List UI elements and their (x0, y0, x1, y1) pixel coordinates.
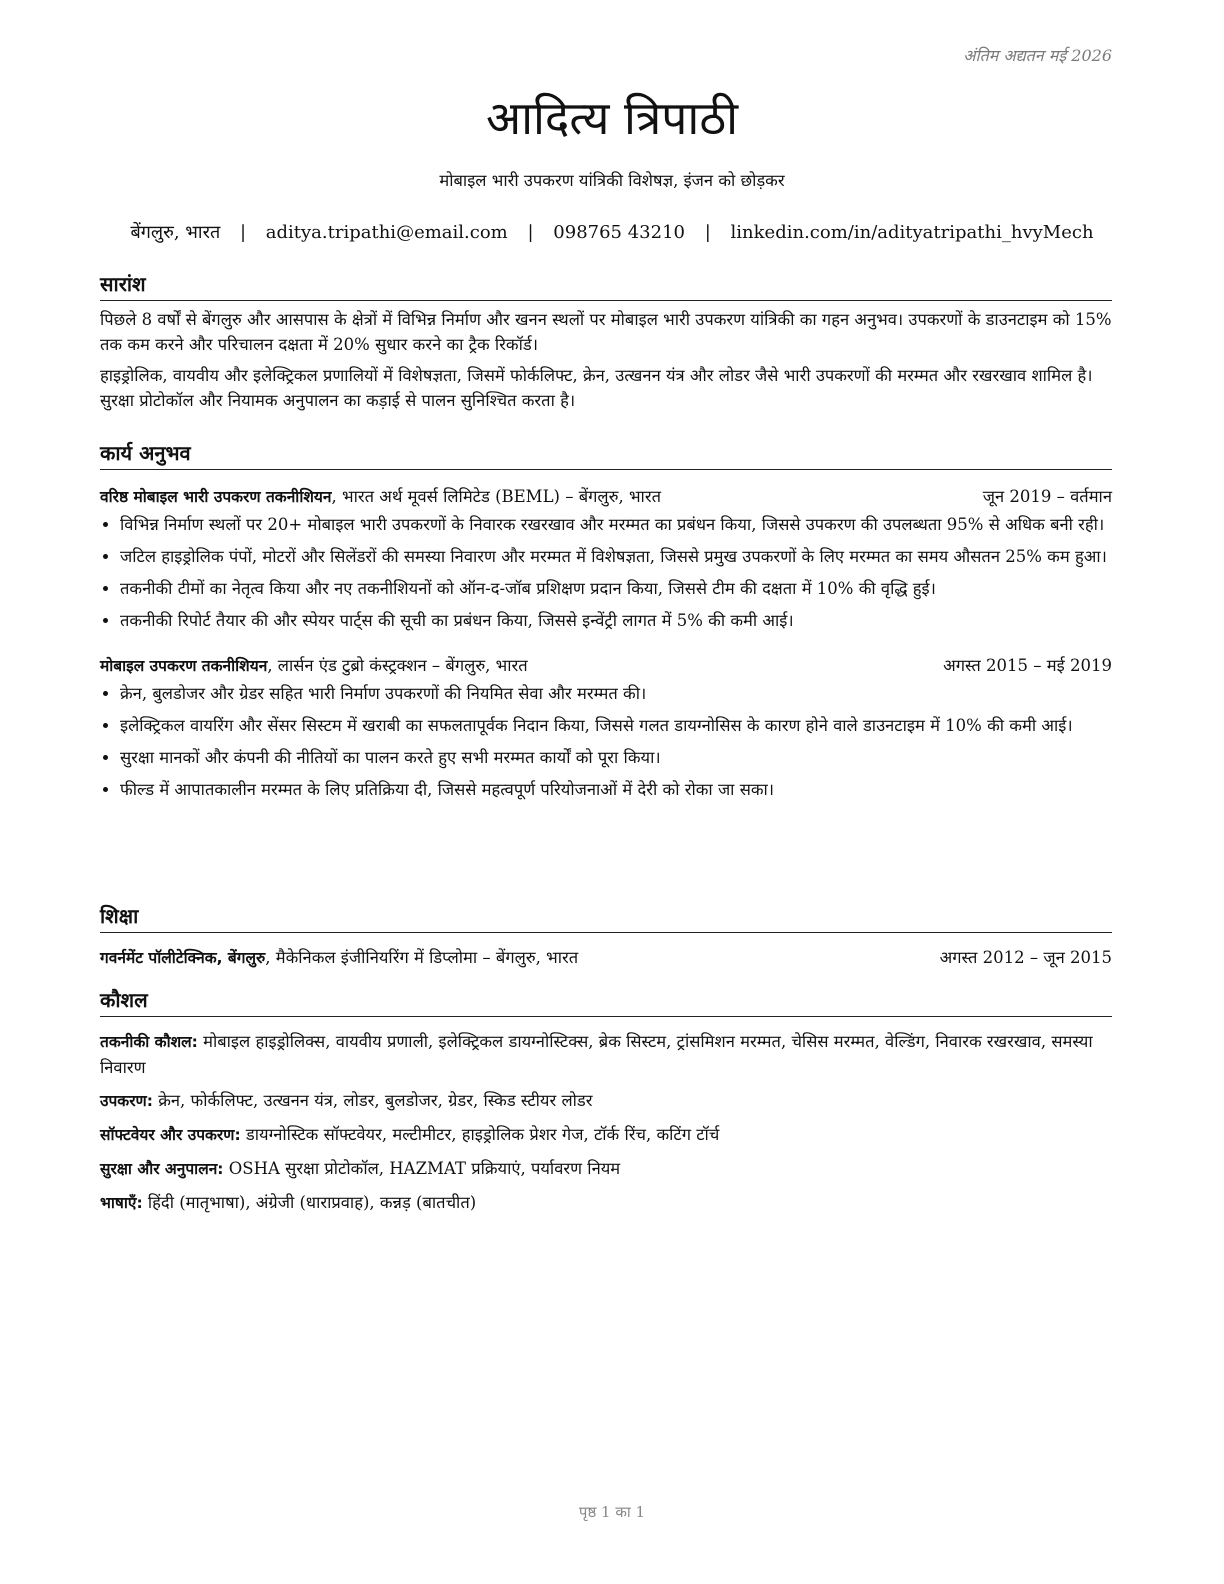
list-item: • तकनीकी रिपोर्ट तैयार की और स्पेयर पार्ट्स की सूची का प्रबंधन किया, जिससे इन्वेंट्री लागत में 5% की कमी आई। (120, 608, 1112, 633)
degree-detail: , मैकेनिकल इंजीनियरिंग में डिप्लोमा – बेंगलुरु, भारत (265, 948, 579, 967)
linkedin-link[interactable]: linkedin.com/in/adityatripathi_hvyMech (730, 222, 1094, 243)
skill-value: क्रेन, फोर्कलिफ्ट, उत्खनन यंत्र, लोडर, बुलडोजर, ग्रेडर, स्किड स्टीयर लोडर (152, 1091, 593, 1110)
skill-row (100, 1122, 1112, 1148)
education-section (100, 902, 1112, 971)
last-updated: अंतिम अद्यतन मई 2026 (963, 46, 1112, 65)
job-dates: अगस्त 2015 – मई 2019 (943, 656, 1112, 675)
skill-label: भाषाएँ: (100, 1194, 143, 1212)
skill-row (100, 1088, 1112, 1114)
email-link[interactable]: aditya.tripathi@email.com (265, 222, 508, 243)
list-item: • क्रेन, बुलडोजर और ग्रेडर सहित भारी निर्माण उपकरणों की नियमित सेवा और मरम्मत की। (120, 681, 1112, 706)
list-item: • तकनीकी टीमों का नेतृत्व किया और नए तकनीशियनों को ऑन-द-जॉब प्रशिक्षण प्रदान किया, जिससे टीम की दक्षता में 10% की वृद्धि हुई। (120, 576, 1112, 601)
skill-value: हिंदी (मातृभाषा), अंग्रेजी (धाराप्रवाह), कन्नड़ (बातचीत) (142, 1193, 477, 1212)
skill-label: तकनीकी कौशल: (100, 1033, 198, 1051)
section-title: कार्य अनुभव (100, 439, 1112, 470)
job-entry (100, 484, 1112, 633)
skill-label: उपकरण: (100, 1092, 153, 1110)
education-entry (100, 945, 1112, 971)
summary-paragraph: हाइड्रोलिक, वायवीय और इलेक्ट्रिकल प्रणालियों में विशेषज्ञता, जिसमें फोर्कलिफ्ट, क्रेन, उत्खनन यंत्र और लोडर जैसे भारी उपकरणों की मरम्मत और रखरखाव शामिल है। सुरक्षा प्रोटोकॉल और नियामक अनुपालन का कड़ाई से पालन सुनिश्चित करता है। (100, 366, 1093, 410)
skill-value: डायग्नोस्टिक सॉफ्टवेयर, मल्टीमीटर, हाइड्रोलिक प्रेशर गेज, टॉर्क रिंच, कटिंग टॉर्च (240, 1125, 720, 1144)
skill-row (100, 1156, 1112, 1182)
job-org: , भारत अर्थ मूवर्स लिमिटेड (BEML) – बेंगलुरु, भारत (331, 487, 661, 506)
job-bullets (100, 512, 1112, 633)
list-item: • जटिल हाइड्रोलिक पंपों, मोटरों और सिलेंडरों की समस्या निवारण और मरम्मत में विशेषज्ञता, जिससे प्रमुख उपकरणों के लिए मरम्मत का समय औसतन 25% कम हुआ। (120, 544, 1112, 569)
job-entry (100, 653, 1112, 802)
skill-row (100, 1029, 1112, 1080)
education-dates: अगस्त 2012 – जून 2015 (939, 948, 1112, 967)
list-item: • विभिन्न निर्माण स्थलों पर 20+ मोबाइल भारी उपकरणों के निवारक रखरखाव और मरम्मत का प्रबंधन किया, जिससे उपकरण की उपलब्धता 95% से अधिक बनी रही। (120, 512, 1112, 537)
location: बेंगलुरु, भारत (130, 222, 221, 243)
skills-section (100, 986, 1112, 1224)
summary-paragraph: पिछले 8 वर्षों से बेंगलुरु और आसपास के क्षेत्रों में विभिन्न निर्माण और खनन स्थलों पर मोबाइल भारी उपकरण यांत्रिकी का गहन अनुभव। उपकरणों के डाउनटाइम को 15% तक कम करने और परिचालन दक्षता में 20% सुधार करने का ट्रैक रिकॉर्ड। (100, 310, 1112, 354)
section-title: सारांश (100, 270, 1112, 301)
job-org: , लार्सन एंड टुब्रो कंस्ट्रक्शन – बेंगलुरु, भारत (267, 656, 528, 675)
job-header (100, 653, 1112, 679)
page-number: पृष्ठ 1 का 1 (578, 1503, 646, 1521)
experience-section (100, 439, 1112, 809)
job-header (100, 484, 1112, 510)
contact-line (0, 220, 1224, 244)
candidate-name: आदित्य त्रिपाठी (486, 91, 738, 145)
summary-section (100, 270, 1112, 413)
skill-value: OSHA सुरक्षा प्रोटोकॉल, HAZMAT प्रक्रियाएं, पर्यावरण नियम (223, 1159, 621, 1178)
job-role: वरिष्ठ मोबाइल भारी उपकरण तकनीशियन (100, 488, 332, 506)
section-title: कौशल (100, 986, 1112, 1017)
phone: 098765 43210 (553, 222, 685, 243)
list-item: • सुरक्षा मानकों और कंपनी की नीतियों का पालन करते हुए सभी मरम्मत कार्यों को पूरा किया। (120, 745, 1112, 770)
skill-label: सुरक्षा और अनुपालन: (100, 1160, 224, 1178)
separator: | (527, 222, 534, 243)
separator: | (239, 222, 247, 243)
separator: | (704, 222, 711, 243)
job-dates: जून 2019 – वर्तमान (982, 487, 1112, 506)
job-bullets (100, 681, 1112, 802)
list-item: • फील्ड में आपातकालीन मरम्मत के लिए प्रतिक्रिया दी, जिससे महत्वपूर्ण परियोजनाओं में देरी को रोका जा सका। (120, 777, 1112, 802)
list-item: • इलेक्ट्रिकल वायरिंग और सेंसर सिस्टम में खराबी का सफलतापूर्वक निदान किया, जिससे गलत डायग्नोसिस के कारण होने वाले डाउनटाइम में 10% की कमी आई। (120, 713, 1112, 738)
job-role: मोबाइल उपकरण तकनीशियन (100, 657, 268, 675)
headline: मोबाइल भारी उपकरण यांत्रिकी विशेषज्ञ, इंजन को छोड़कर (439, 171, 785, 190)
section-title: शिक्षा (100, 902, 1112, 933)
skill-value: मोबाइल हाइड्रोलिक्स, वायवीय प्रणाली, इलेक्ट्रिकल डायग्नोस्टिक्स, ब्रेक सिस्टम, ट्रांसमिशन मरम्मत, चेसिस मरम्मत, वेल्डिंग, निवारक रखरखाव, समस्या निवारण (100, 1032, 1093, 1077)
school-name: गवर्नमेंट पॉलीटेक्निक, बेंगलुरु (100, 949, 266, 967)
skill-row (100, 1190, 1112, 1216)
skill-label: सॉफ्टवेयर और उपकरण: (100, 1126, 241, 1144)
